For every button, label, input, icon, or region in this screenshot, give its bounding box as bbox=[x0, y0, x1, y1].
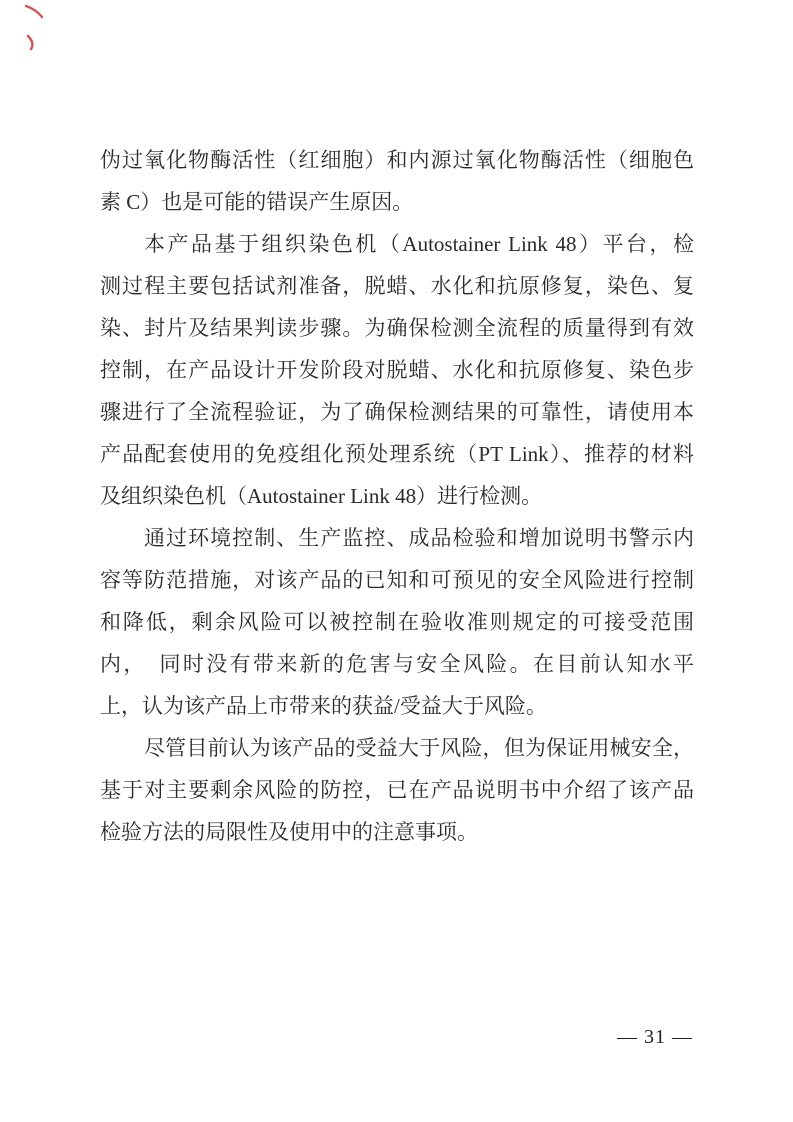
text-line: 容等防范措施，对该产品的已知和可预见的安全风险进行控制 bbox=[100, 568, 694, 592]
text-line: 测过程主要包括试剂准备，脱蜡、水化和抗原修复，染色、复 bbox=[100, 274, 694, 298]
text-line: 控制，在产品设计开发阶段对脱蜡、水化和抗原修复、染色步 bbox=[100, 358, 694, 382]
document-text-block bbox=[100, 139, 694, 853]
text-line: 素 C）也是可能的错误产生原因。 bbox=[100, 190, 414, 214]
text-line: 染、封片及结果判读步骤。为确保检测全流程的质量得到有效 bbox=[100, 316, 694, 340]
red-pen-mark bbox=[20, 2, 48, 54]
text-line: 和降低，剩余风险可以被控制在验收准则规定的可接受范围 bbox=[100, 610, 694, 634]
text-line: 通过环境控制、生产监控、成品检验和增加说明书警示内 bbox=[144, 526, 694, 550]
text-line: 内， 同时没有带来新的危害与安全风险。在目前认知水平 bbox=[100, 652, 694, 676]
text-line: 及组织染色机（Autostainer Link 48）进行检测。 bbox=[100, 484, 543, 508]
text-line: 基于对主要剩余风险的防控，已在产品说明书中介绍了该产品 bbox=[100, 778, 694, 802]
text-line: 上，认为该产品上市带来的获益/受益大于风险。 bbox=[100, 694, 547, 718]
text-line: 尽管目前认为该产品的受益大于风险，但为保证用械安全， bbox=[144, 736, 694, 760]
text-line: 伪过氧化物酶活性（红细胞）和内源过氧化物酶活性（细胞色 bbox=[100, 148, 694, 172]
text-line: 本产品基于组织染色机（Autostainer Link 48）平台，检 bbox=[144, 232, 694, 256]
page-number: — 31 — bbox=[617, 1026, 693, 1048]
text-line: 骤进行了全流程验证，为了确保检测结果的可靠性，请使用本 bbox=[100, 400, 694, 424]
text-line: 检验方法的局限性及使用中的注意事项。 bbox=[100, 820, 478, 844]
text-line: 产品配套使用的免疫组化预处理系统（PT Link）、推荐的材料 bbox=[100, 442, 694, 466]
